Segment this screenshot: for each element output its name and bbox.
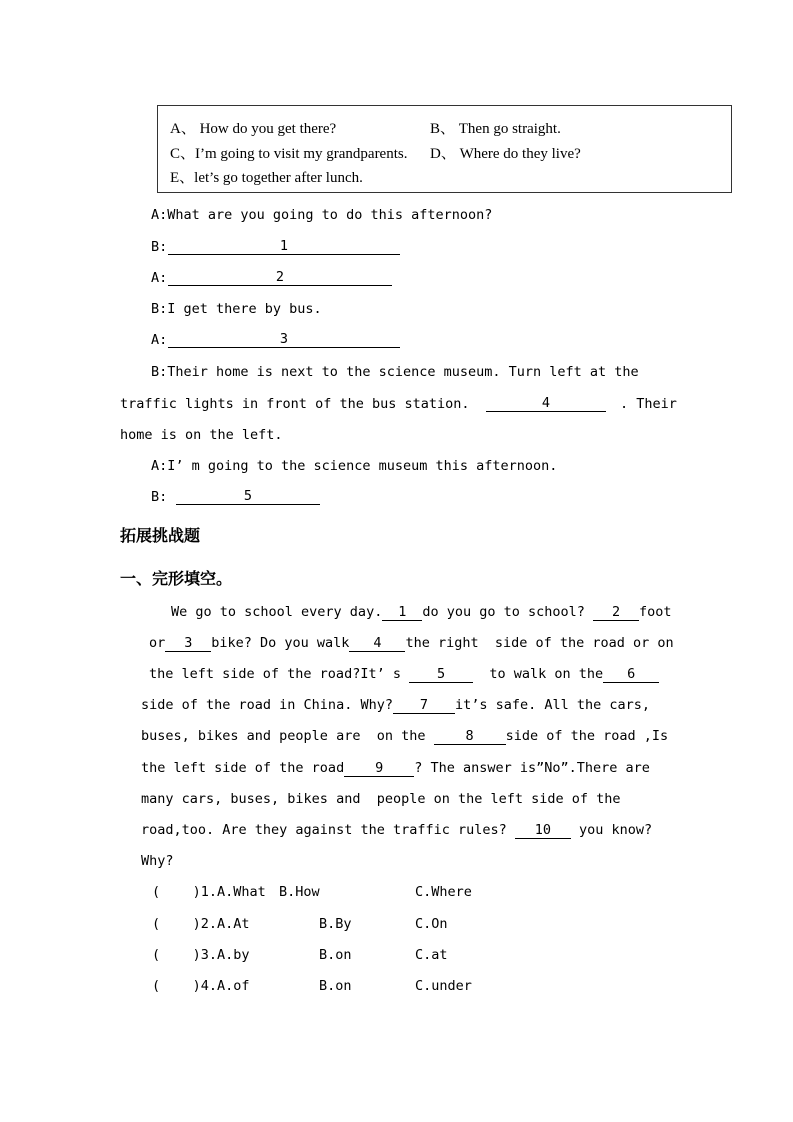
cloze-blank-5[interactable]: 5 (409, 666, 473, 683)
option-a: A、 How do you get there? (170, 121, 337, 137)
answer-blank-1[interactable]: 1 (168, 238, 400, 255)
answer-blank-4[interactable]: 4 (486, 395, 606, 412)
choice-1-c[interactable]: C.Where (415, 884, 472, 900)
option-d: D、 Where do they live? (430, 146, 581, 162)
cloze-row-5: buses, bikes and people are on the 8 side of the road ,Is (141, 728, 669, 744)
choice-1-a[interactable]: ( )1.A.What (152, 884, 266, 900)
option-e: E、let’s go together after lunch. (170, 170, 363, 186)
dialogue-label-a2: A: (151, 270, 168, 286)
cloze-blank-9[interactable]: 9 (344, 760, 414, 777)
choice-3-b[interactable]: B.on (319, 947, 352, 963)
dialogue-line-1: A:What are you going to do this afternoon? (151, 207, 493, 223)
answer-blank-2[interactable]: 2 (168, 269, 392, 286)
dialogue-line-7a: traffic lights in front of the bus station. (120, 396, 470, 412)
cloze-blank-3[interactable]: 3 (165, 635, 211, 652)
cloze-row-6: the left side of the road 9 ? The answer is”No”.There are (141, 760, 650, 776)
subsection-title: 一、完形填空。 (120, 569, 233, 588)
choice-2-a[interactable]: ( )2.A.At (152, 916, 250, 932)
cloze-blank-1[interactable]: 1 (382, 604, 422, 621)
answer-blank-3[interactable]: 3 (168, 331, 400, 348)
cloze-blank-2[interactable]: 2 (593, 604, 639, 621)
dialogue-line-7b: . Their (620, 396, 677, 412)
cloze-row-2: or 3 bike? Do you walk 4 the right side of the road or on (149, 635, 674, 651)
choice-2-b[interactable]: B.By (319, 916, 352, 932)
option-c: C、I’m going to visit my grandparents. (170, 146, 408, 162)
cloze-row-3: the left side of the road?It’ s 5 to walk on the 6 (149, 666, 659, 683)
dialogue-label-b5: B: (151, 489, 168, 505)
choice-1-b[interactable]: B.How (279, 884, 320, 900)
dialogue-line-9: A:I’ m going to the science museum this afternoon. (151, 458, 558, 474)
dialogue-label-b1: B: (151, 239, 168, 255)
choice-3-a[interactable]: ( )3.A.by (152, 947, 250, 963)
choice-2-c[interactable]: C.On (415, 916, 448, 932)
cloze-blank-6[interactable]: 6 (603, 666, 659, 683)
choice-4-a[interactable]: ( )4.A.of (152, 978, 250, 994)
cloze-blank-7[interactable]: 7 (393, 697, 455, 714)
dialogue-line-4: B:I get there by bus. (151, 301, 322, 317)
choice-3-c[interactable]: C.at (415, 947, 448, 963)
cloze-row-7: many cars, buses, bikes and people on the left side of the (141, 791, 621, 807)
dialogue-line-8: home is on the left. (120, 427, 283, 443)
answer-blank-5[interactable]: 5 (176, 488, 320, 505)
cloze-blank-4[interactable]: 4 (349, 635, 405, 652)
cloze-row-9: Why? (141, 853, 174, 869)
cloze-row-1: We go to school every day. 1 do you go to school? 2 foot (171, 604, 672, 620)
cloze-row-4: side of the road in China. Why? 7 it’s safe. All the cars, (141, 697, 651, 713)
cloze-blank-10[interactable]: 10 (515, 822, 571, 839)
dialogue-label-a3: A: (151, 332, 168, 348)
options-box (157, 105, 732, 193)
cloze-row-8: road,too. Are they against the traffic rules? 10 you know? (141, 822, 653, 838)
choice-4-c[interactable]: C.under (415, 978, 472, 994)
cloze-blank-8[interactable]: 8 (434, 728, 506, 745)
choice-4-b[interactable]: B.on (319, 978, 352, 994)
option-b: B、 Then go straight. (430, 121, 561, 137)
section-title: 拓展挑战题 (120, 526, 201, 545)
dialogue-line-6: B:Their home is next to the science museum. Turn left at the (151, 364, 639, 380)
